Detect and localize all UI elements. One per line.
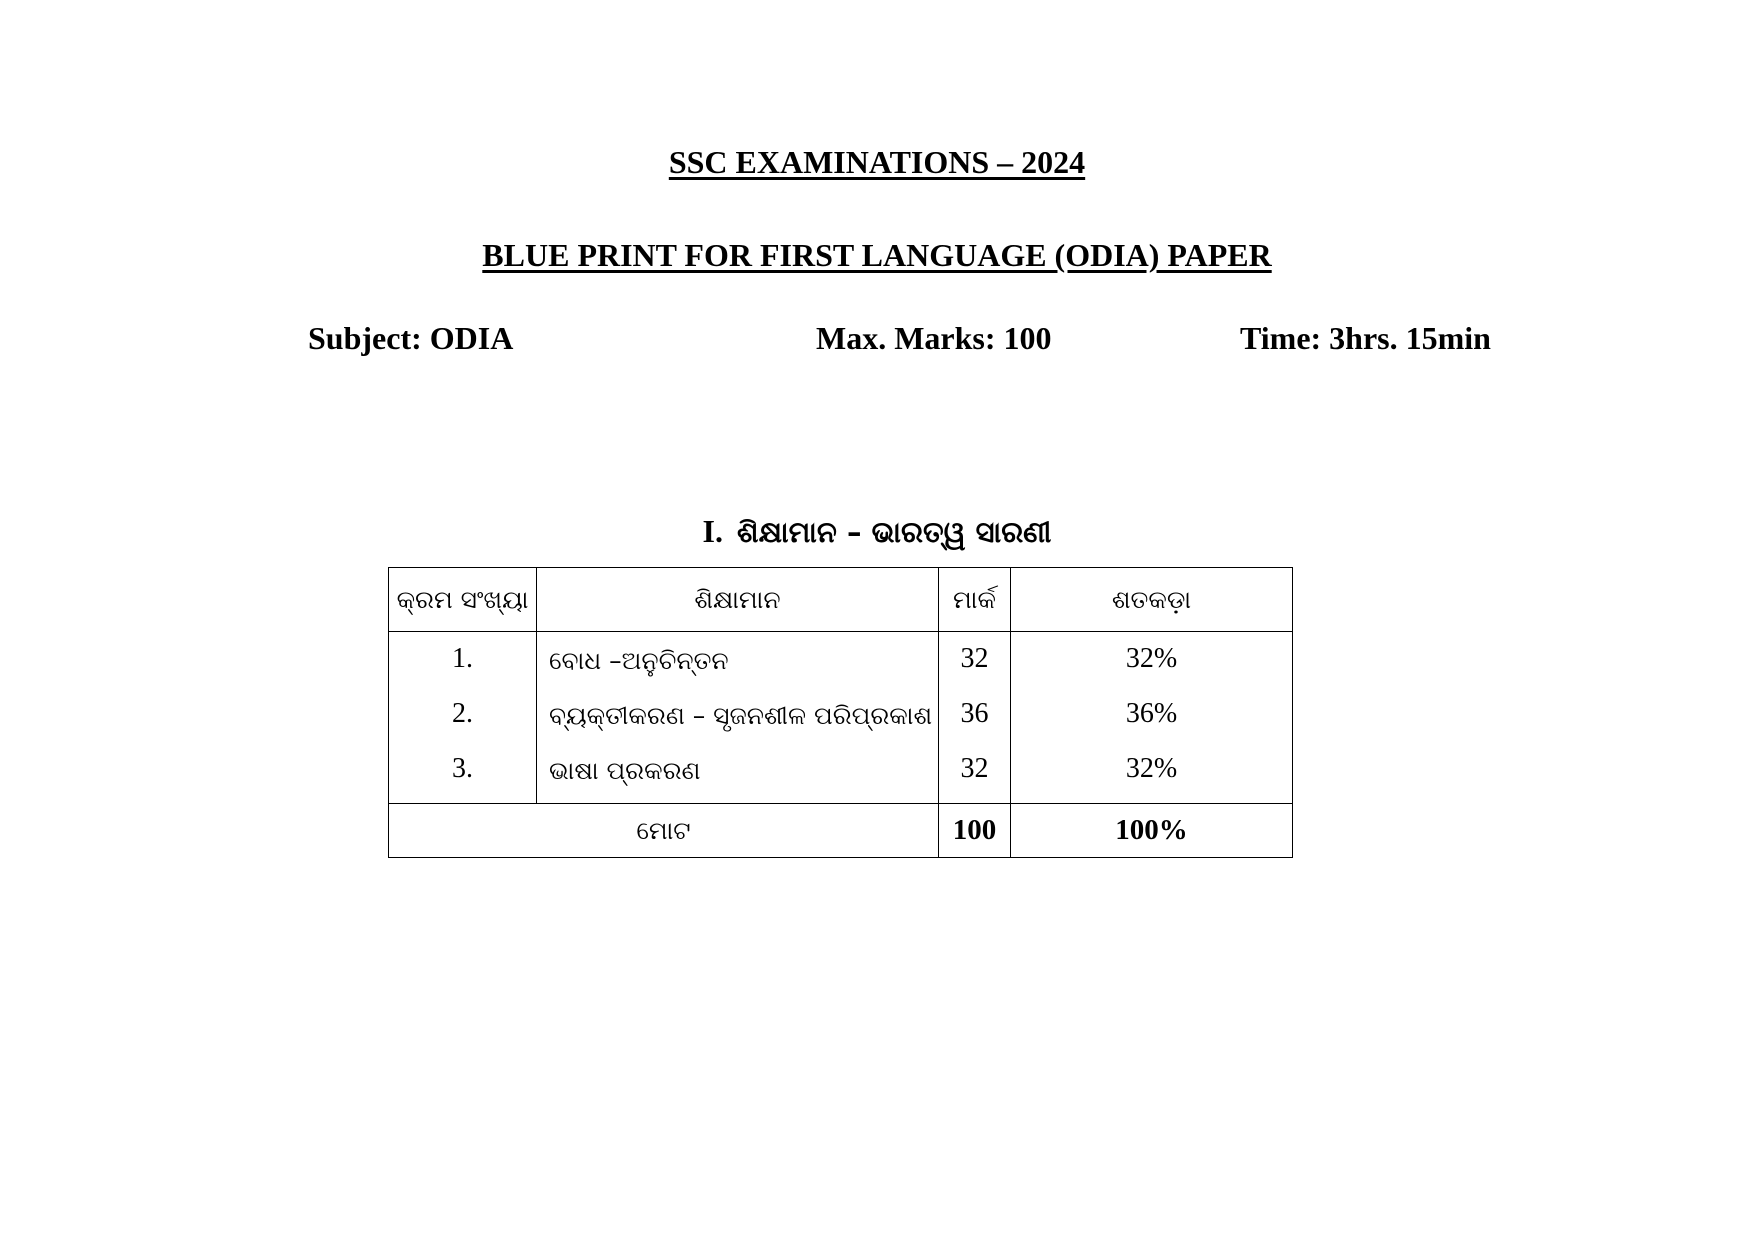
header-marks: ମାର୍କ xyxy=(939,568,1011,632)
total-marks: 100 xyxy=(939,804,1011,858)
table-cell-marks: 36 xyxy=(960,698,989,729)
document-subtitle: BLUE PRINT FOR FIRST LANGUAGE (ODIA) PAPER xyxy=(482,237,1272,273)
blueprint-table xyxy=(388,567,1293,858)
subject-label: Subject: ODIA xyxy=(308,320,514,356)
table-body-row xyxy=(389,632,1293,804)
document-title: SSC EXAMINATIONS – 2024 xyxy=(668,144,1086,180)
table-total-row xyxy=(389,804,1293,858)
percentage-column xyxy=(1011,632,1293,804)
section-heading-text: ଶିକ୍ଷାମାନ – ଭାରତ୍ୱ ସାରଣୀ xyxy=(737,515,1052,549)
header-learning-outcome: ଶିକ୍ଷାମାନ xyxy=(537,568,939,632)
table-cell-marks: 32 xyxy=(960,643,989,674)
total-label: ମୋଟ xyxy=(389,804,939,858)
table-cell-learning-outcome: ବ୍ୟକ୍ତୀକରଣ – ସୃଜନଶୀଳ ପରିପ୍ରକାଶ xyxy=(549,701,933,730)
total-percent: 100% xyxy=(1011,804,1293,858)
header-serial-number: କ୍ରମ ସଂଖ୍ୟା xyxy=(389,568,537,632)
table-cell-sno: 1. xyxy=(452,643,473,674)
table-header-row xyxy=(389,568,1293,632)
section-heading xyxy=(0,510,1754,553)
max-marks-label: Max. Marks: 100 xyxy=(816,320,1052,356)
table-cell-learning-outcome: ଭାଷା ପ୍ରକରଣ xyxy=(549,756,701,785)
section-number: I. xyxy=(702,513,723,549)
table-cell-percent: 32% xyxy=(1125,753,1178,784)
table-cell-learning-outcome: ବୋଧ –ଅନୁଚିନ୍ତନ xyxy=(549,646,729,675)
serial-number-column xyxy=(389,632,537,804)
learning-outcome-column xyxy=(537,632,939,804)
header-percentage: ଶତକଡ଼ା xyxy=(1011,568,1293,632)
table-cell-sno: 2. xyxy=(452,698,473,729)
table-cell-percent: 32% xyxy=(1125,643,1178,674)
table-cell-sno: 3. xyxy=(452,753,473,784)
marks-column xyxy=(939,632,1011,804)
time-label: Time: 3hrs. 15min xyxy=(1240,320,1491,356)
table-cell-marks: 32 xyxy=(960,753,989,784)
table-cell-percent: 36% xyxy=(1125,698,1178,729)
